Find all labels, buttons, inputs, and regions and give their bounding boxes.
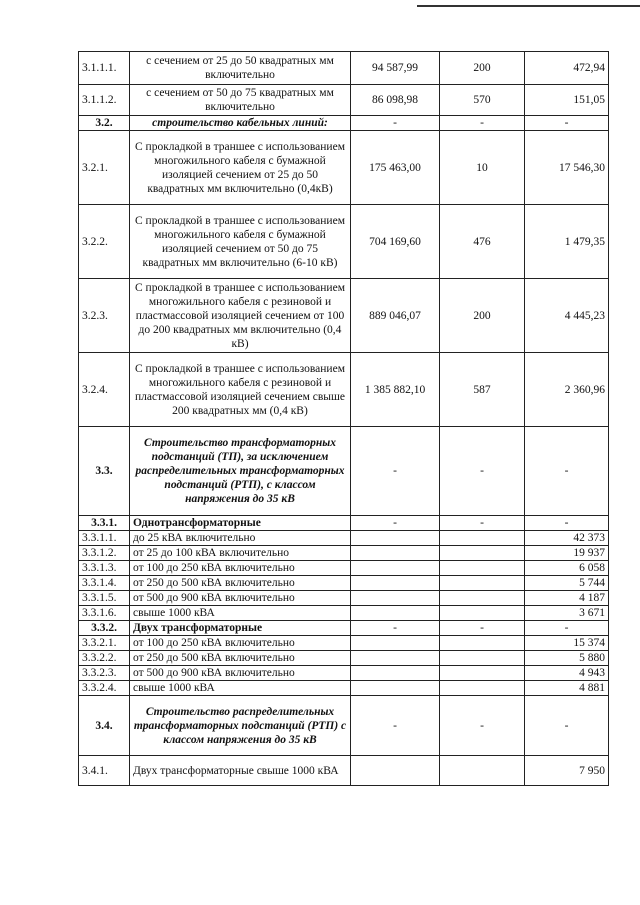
cost-value	[351, 756, 440, 786]
table-row	[79, 696, 609, 756]
table-row	[79, 516, 609, 531]
length-value: 476	[440, 205, 525, 279]
cost-value: -	[351, 516, 440, 531]
rate-value: 5 744	[525, 576, 609, 591]
rate-value: -	[525, 116, 609, 131]
top-rule	[417, 5, 640, 7]
row-description: от 500 до 900 кВА включительно	[130, 666, 351, 681]
table-row	[79, 666, 609, 681]
row-number: 3.2.3.	[79, 279, 130, 353]
length-value: 10	[440, 131, 525, 205]
table-row	[79, 636, 609, 651]
row-description: от 25 до 100 кВА включительно	[130, 546, 351, 561]
row-description: от 500 до 900 кВА включительно	[130, 591, 351, 606]
rate-value: 6 058	[525, 561, 609, 576]
row-number: 3.3.1.1.	[79, 531, 130, 546]
cost-value: -	[351, 621, 440, 636]
cost-value	[351, 531, 440, 546]
cost-value	[351, 606, 440, 621]
row-number: 3.3.2.3.	[79, 666, 130, 681]
table-row	[79, 427, 609, 516]
row-description: С прокладкой в траншее с использованием многожильного кабеля с резиновой и пластмассовой изоляцией сечением от 100 до 200 квадратных мм включительно (0,4 кВ)	[130, 279, 351, 353]
row-description: от 100 до 250 кВА включительно	[130, 561, 351, 576]
cost-value	[351, 561, 440, 576]
cost-value: -	[351, 427, 440, 516]
rate-value: 472,94	[525, 52, 609, 85]
row-number: 3.3.2.	[79, 621, 130, 636]
row-description: с сечением от 25 до 50 квадратных мм включительно	[130, 52, 351, 85]
cost-value: 94 587,99	[351, 52, 440, 85]
length-value: -	[440, 516, 525, 531]
length-value	[440, 606, 525, 621]
table-row	[79, 576, 609, 591]
cost-value	[351, 591, 440, 606]
rate-value: 5 880	[525, 651, 609, 666]
length-value	[440, 681, 525, 696]
row-number: 3.2.4.	[79, 353, 130, 427]
row-description: Строительство трансформаторных подстанций (ТП), за исключением распределительных трансформаторных подстанций (РТП), с классом напряжения до 35 кВ	[130, 427, 351, 516]
length-value	[440, 561, 525, 576]
length-value	[440, 576, 525, 591]
rate-value: 4 943	[525, 666, 609, 681]
row-number: 3.3.1.	[79, 516, 130, 531]
table-row	[79, 353, 609, 427]
length-value	[440, 651, 525, 666]
row-number: 3.2.1.	[79, 131, 130, 205]
row-number: 3.3.2.4.	[79, 681, 130, 696]
cost-value	[351, 546, 440, 561]
rate-value: 4 881	[525, 681, 609, 696]
rate-value: 2 360,96	[525, 353, 609, 427]
cost-value	[351, 636, 440, 651]
cost-value: 86 098,98	[351, 85, 440, 116]
row-description: Двух трансформаторные	[130, 621, 351, 636]
row-description: свыше 1000 кВА	[130, 606, 351, 621]
row-number: 3.3.2.1.	[79, 636, 130, 651]
length-value: -	[440, 621, 525, 636]
rate-value: 4 187	[525, 591, 609, 606]
table-row	[79, 52, 609, 85]
length-value	[440, 756, 525, 786]
table-row	[79, 205, 609, 279]
row-description: от 250 до 500 кВА включительно	[130, 576, 351, 591]
rate-value: 19 937	[525, 546, 609, 561]
table-row	[79, 531, 609, 546]
cost-value	[351, 681, 440, 696]
row-number: 3.3.1.6.	[79, 606, 130, 621]
cost-value: -	[351, 116, 440, 131]
row-number: 3.3.	[79, 427, 130, 516]
row-number: 3.3.1.4.	[79, 576, 130, 591]
row-number: 3.4.1.	[79, 756, 130, 786]
rate-value: -	[525, 621, 609, 636]
row-number: 3.3.2.2.	[79, 651, 130, 666]
length-value: 200	[440, 279, 525, 353]
table-row	[79, 85, 609, 116]
row-description: до 25 кВА включительно	[130, 531, 351, 546]
length-value: 200	[440, 52, 525, 85]
table-row	[79, 116, 609, 131]
length-value: -	[440, 116, 525, 131]
row-description: С прокладкой в траншее с использованием многожильного кабеля с бумажной изоляцией сечением от 25 до 50 квадратных мм включительно (0,4кВ)	[130, 131, 351, 205]
table-row	[79, 756, 609, 786]
rate-value: 1 479,35	[525, 205, 609, 279]
row-description: С прокладкой в траншее с использованием многожильного кабеля с бумажной изоляцией сечением от 50 до 75 квадратных мм включительно (6-10 кВ)	[130, 205, 351, 279]
table-row	[79, 546, 609, 561]
table-row	[79, 621, 609, 636]
table-row	[79, 606, 609, 621]
rate-value: 42 373	[525, 531, 609, 546]
rate-value: 4 445,23	[525, 279, 609, 353]
length-value	[440, 531, 525, 546]
tariff-table	[78, 51, 609, 786]
cost-value	[351, 576, 440, 591]
row-description: С прокладкой в траншее с использованием многожильного кабеля с резиновой и пластмассовой изоляцией сечением свыше 200 квадратных мм (0,4 кВ)	[130, 353, 351, 427]
row-description: Однотрансформаторные	[130, 516, 351, 531]
rate-value: 7 950	[525, 756, 609, 786]
table-row	[79, 651, 609, 666]
cost-value	[351, 666, 440, 681]
row-description: с сечением от 50 до 75 квадратных мм включительно	[130, 85, 351, 116]
cost-value: 175 463,00	[351, 131, 440, 205]
table-row	[79, 591, 609, 606]
length-value	[440, 546, 525, 561]
rate-value: 3 671	[525, 606, 609, 621]
table-body	[79, 52, 609, 786]
table-row	[79, 681, 609, 696]
row-number: 3.2.2.	[79, 205, 130, 279]
row-number: 3.3.1.5.	[79, 591, 130, 606]
row-number: 3.1.1.1.	[79, 52, 130, 85]
cost-value: 704 169,60	[351, 205, 440, 279]
row-description: от 250 до 500 кВА включительно	[130, 651, 351, 666]
length-value: -	[440, 696, 525, 756]
rate-value: -	[525, 516, 609, 531]
row-description: Двух трансформаторные свыше 1000 кВА	[130, 756, 351, 786]
row-description: строительство кабельных линий:	[130, 116, 351, 131]
rate-value: 17 546,30	[525, 131, 609, 205]
row-number: 3.3.1.2.	[79, 546, 130, 561]
rate-value: 151,05	[525, 85, 609, 116]
length-value: -	[440, 427, 525, 516]
cost-value: 1 385 882,10	[351, 353, 440, 427]
cost-value: -	[351, 696, 440, 756]
cost-value	[351, 651, 440, 666]
length-value	[440, 666, 525, 681]
row-description: свыше 1000 кВА	[130, 681, 351, 696]
length-value	[440, 636, 525, 651]
table-row	[79, 279, 609, 353]
table-row	[79, 561, 609, 576]
row-number: 3.3.1.3.	[79, 561, 130, 576]
rate-value: -	[525, 696, 609, 756]
rate-value: -	[525, 427, 609, 516]
length-value: 570	[440, 85, 525, 116]
table-row	[79, 131, 609, 205]
rate-value: 15 374	[525, 636, 609, 651]
row-description: от 100 до 250 кВА включительно	[130, 636, 351, 651]
row-number: 3.1.1.2.	[79, 85, 130, 116]
row-description: Строительство распределительных трансформаторных подстанций (РТП) с классом напряжения до 35 кВ	[130, 696, 351, 756]
length-value: 587	[440, 353, 525, 427]
length-value	[440, 591, 525, 606]
row-number: 3.2.	[79, 116, 130, 131]
row-number: 3.4.	[79, 696, 130, 756]
cost-value: 889 046,07	[351, 279, 440, 353]
